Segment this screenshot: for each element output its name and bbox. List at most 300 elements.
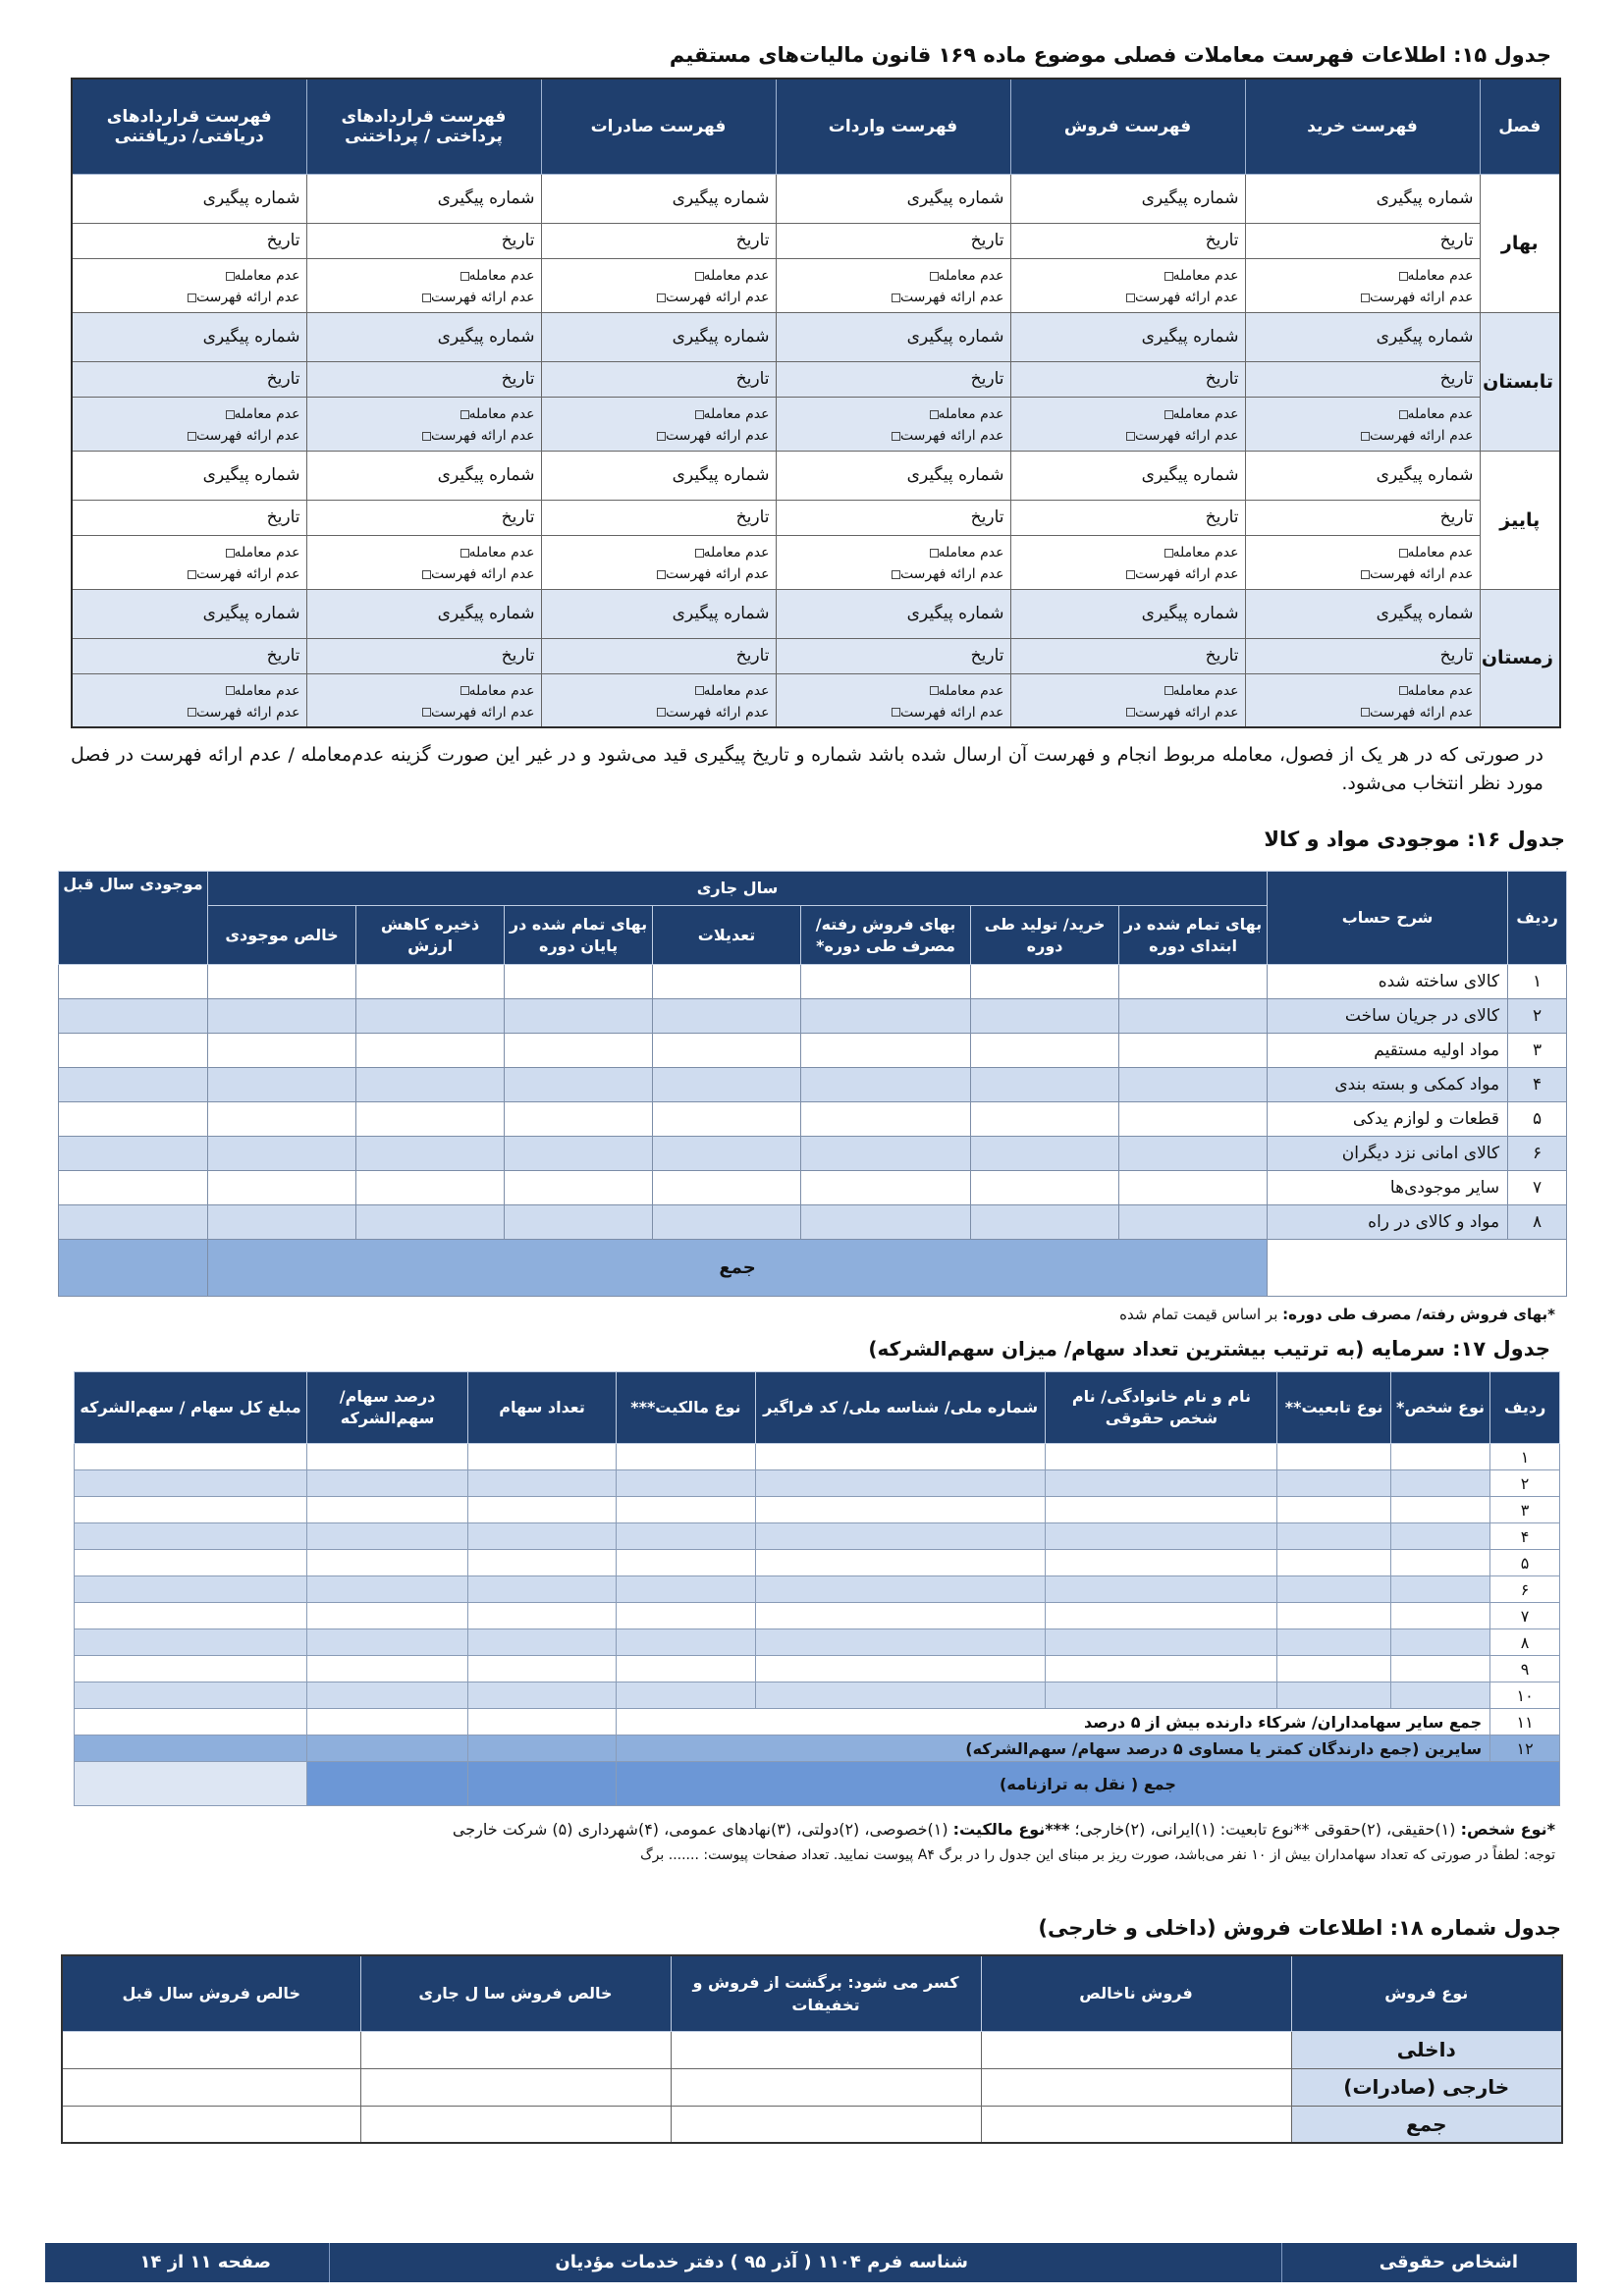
shareholder-field[interactable] (1390, 1656, 1489, 1682)
shareholder-field[interactable] (1046, 1470, 1277, 1497)
checkbox-square[interactable] (1126, 708, 1135, 717)
no-transaction-checkbox[interactable] (313, 265, 535, 287)
checkbox-square[interactable] (892, 294, 900, 302)
date-field[interactable]: تاریخ (1010, 361, 1245, 397)
shareholder-field[interactable] (1277, 1603, 1390, 1629)
no-transaction-checkbox[interactable] (79, 403, 300, 425)
date-field[interactable]: تاریخ (72, 223, 306, 258)
checkbox-square[interactable] (226, 686, 235, 695)
tracking-number-field[interactable]: شماره پیگیری (776, 312, 1010, 361)
checkbox-square[interactable] (657, 432, 666, 441)
checkbox-square[interactable] (695, 272, 704, 281)
no-transaction-checkbox[interactable] (79, 680, 300, 702)
inventory-value-field[interactable] (1119, 1034, 1268, 1068)
checkbox-square[interactable] (226, 549, 235, 558)
shareholder-field[interactable] (1277, 1550, 1390, 1576)
date-field[interactable]: تاریخ (541, 361, 776, 397)
shareholder-field[interactable] (75, 1735, 307, 1762)
shareholder-field[interactable] (617, 1603, 756, 1629)
inventory-value-field[interactable] (356, 1068, 505, 1102)
inventory-value-field[interactable] (653, 1171, 801, 1205)
no-list-checkbox[interactable] (1252, 563, 1474, 585)
inventory-value-field[interactable] (971, 1205, 1119, 1240)
no-list-checkbox[interactable] (79, 702, 300, 723)
shareholder-field[interactable] (1390, 1523, 1489, 1550)
shareholder-field[interactable] (75, 1682, 307, 1709)
inventory-value-field[interactable] (971, 1171, 1119, 1205)
shareholder-field[interactable] (755, 1550, 1046, 1576)
no-list-checkbox[interactable] (548, 287, 770, 308)
tracking-number-field[interactable]: شماره پیگیری (1010, 174, 1245, 223)
inventory-value-field[interactable] (801, 1205, 971, 1240)
checkbox-square[interactable] (930, 410, 939, 419)
inventory-value-field[interactable] (59, 999, 208, 1034)
inventory-value-field[interactable] (59, 1034, 208, 1068)
shareholder-field[interactable] (755, 1470, 1046, 1497)
no-transaction-checkbox[interactable] (1252, 265, 1474, 287)
checkbox-square[interactable] (460, 549, 469, 558)
sales-value-field[interactable] (360, 2068, 671, 2106)
shareholder-field[interactable] (755, 1603, 1046, 1629)
sales-value-field[interactable] (981, 2031, 1291, 2068)
shareholder-field[interactable] (307, 1470, 468, 1497)
inventory-value-field[interactable] (208, 965, 356, 999)
shareholder-field[interactable] (307, 1735, 468, 1762)
no-list-checkbox[interactable] (1252, 425, 1474, 447)
checkbox-square[interactable] (460, 272, 469, 281)
table16-sum-cell[interactable] (59, 1240, 208, 1297)
inventory-value-field[interactable] (1119, 999, 1268, 1034)
checkbox-square[interactable] (1164, 272, 1173, 281)
shareholder-field[interactable] (1046, 1682, 1277, 1709)
shareholder-field[interactable] (307, 1444, 468, 1470)
tracking-number-field[interactable]: شماره پیگیری (306, 174, 541, 223)
shareholder-field[interactable] (1277, 1682, 1390, 1709)
shareholder-field[interactable] (1046, 1629, 1277, 1656)
inventory-value-field[interactable] (971, 1102, 1119, 1137)
no-transaction-checkbox[interactable] (79, 542, 300, 563)
inventory-value-field[interactable] (356, 1205, 505, 1240)
shareholder-field[interactable] (75, 1550, 307, 1576)
no-list-checkbox[interactable] (783, 563, 1004, 585)
no-list-checkbox[interactable] (79, 287, 300, 308)
shareholder-field[interactable] (307, 1576, 468, 1603)
checkbox-square[interactable] (657, 708, 666, 717)
sales-value-field[interactable] (671, 2106, 981, 2143)
date-field[interactable]: تاریخ (1245, 223, 1480, 258)
inventory-value-field[interactable] (356, 1034, 505, 1068)
checkbox-square[interactable] (657, 294, 666, 302)
shareholder-field[interactable] (1390, 1603, 1489, 1629)
tracking-number-field[interactable]: شماره پیگیری (1010, 451, 1245, 500)
tracking-number-field[interactable]: شماره پیگیری (72, 174, 306, 223)
shareholder-field[interactable] (755, 1682, 1046, 1709)
shareholder-field[interactable] (755, 1444, 1046, 1470)
no-transaction-checkbox[interactable] (783, 265, 1004, 287)
no-transaction-checkbox[interactable] (1252, 542, 1474, 563)
shareholder-field[interactable] (468, 1523, 617, 1550)
no-transaction-checkbox[interactable] (1252, 403, 1474, 425)
checkbox-square[interactable] (188, 708, 196, 717)
checkbox-square[interactable] (460, 410, 469, 419)
no-transaction-checkbox[interactable] (313, 680, 535, 702)
no-list-checkbox[interactable] (313, 287, 535, 308)
shareholder-field[interactable] (1046, 1444, 1277, 1470)
shareholder-field[interactable] (1390, 1444, 1489, 1470)
sales-value-field[interactable] (62, 2031, 360, 2068)
inventory-value-field[interactable] (1119, 1171, 1268, 1205)
shareholder-field[interactable] (755, 1523, 1046, 1550)
shareholder-field[interactable] (468, 1735, 617, 1762)
sum-amount-field[interactable] (75, 1762, 307, 1806)
shareholder-field[interactable] (1046, 1576, 1277, 1603)
shareholder-field[interactable] (307, 1497, 468, 1523)
inventory-value-field[interactable] (801, 1102, 971, 1137)
date-field[interactable]: تاریخ (72, 361, 306, 397)
inventory-value-field[interactable] (505, 999, 653, 1034)
no-transaction-checkbox[interactable] (313, 403, 535, 425)
inventory-value-field[interactable] (208, 1205, 356, 1240)
shareholder-field[interactable] (1390, 1470, 1489, 1497)
inventory-value-field[interactable] (356, 1102, 505, 1137)
inventory-value-field[interactable] (653, 1137, 801, 1171)
inventory-value-field[interactable] (356, 965, 505, 999)
sales-value-field[interactable] (981, 2106, 1291, 2143)
checkbox-square[interactable] (695, 686, 704, 695)
shareholder-field[interactable] (75, 1656, 307, 1682)
shareholder-field[interactable] (307, 1709, 468, 1735)
date-field[interactable]: تاریخ (1245, 361, 1480, 397)
no-transaction-checkbox[interactable] (1017, 680, 1239, 702)
inventory-value-field[interactable] (208, 1068, 356, 1102)
shareholder-field[interactable] (617, 1682, 756, 1709)
no-list-checkbox[interactable] (548, 425, 770, 447)
inventory-value-field[interactable] (971, 965, 1119, 999)
date-field[interactable]: تاریخ (776, 500, 1010, 535)
no-list-checkbox[interactable] (548, 702, 770, 723)
checkbox-square[interactable] (1361, 708, 1370, 717)
inventory-value-field[interactable] (208, 1102, 356, 1137)
inventory-value-field[interactable] (59, 1171, 208, 1205)
tracking-number-field[interactable]: شماره پیگیری (306, 451, 541, 500)
checkbox-square[interactable] (1361, 432, 1370, 441)
tracking-number-field[interactable]: شماره پیگیری (306, 312, 541, 361)
date-field[interactable]: تاریخ (306, 638, 541, 673)
inventory-value-field[interactable] (356, 1171, 505, 1205)
shareholder-field[interactable] (468, 1709, 617, 1735)
checkbox-square[interactable] (188, 570, 196, 579)
tracking-number-field[interactable]: شماره پیگیری (541, 312, 776, 361)
shareholder-field[interactable] (1277, 1497, 1390, 1523)
inventory-value-field[interactable] (505, 1137, 653, 1171)
date-field[interactable]: تاریخ (72, 638, 306, 673)
date-field[interactable]: تاریخ (776, 223, 1010, 258)
inventory-value-field[interactable] (1119, 1137, 1268, 1171)
tracking-number-field[interactable]: شماره پیگیری (776, 174, 1010, 223)
checkbox-square[interactable] (892, 570, 900, 579)
inventory-value-field[interactable] (801, 1171, 971, 1205)
inventory-value-field[interactable] (505, 1171, 653, 1205)
sales-value-field[interactable] (671, 2068, 981, 2106)
checkbox-square[interactable] (930, 272, 939, 281)
shareholder-field[interactable] (307, 1682, 468, 1709)
checkbox-square[interactable] (1126, 294, 1135, 302)
shareholder-field[interactable] (1390, 1576, 1489, 1603)
checkbox-square[interactable] (892, 708, 900, 717)
checkbox-square[interactable] (1399, 686, 1408, 695)
no-list-checkbox[interactable] (1252, 287, 1474, 308)
inventory-value-field[interactable] (356, 1137, 505, 1171)
checkbox-square[interactable] (188, 432, 196, 441)
tracking-number-field[interactable]: شماره پیگیری (1245, 174, 1480, 223)
shareholder-field[interactable] (468, 1470, 617, 1497)
shareholder-field[interactable] (75, 1497, 307, 1523)
tracking-number-field[interactable]: شماره پیگیری (72, 589, 306, 638)
shareholder-field[interactable] (75, 1629, 307, 1656)
tracking-number-field[interactable]: شماره پیگیری (306, 589, 541, 638)
tracking-number-field[interactable]: شماره پیگیری (72, 451, 306, 500)
shareholder-field[interactable] (1277, 1576, 1390, 1603)
shareholder-field[interactable] (468, 1497, 617, 1523)
shareholder-field[interactable] (307, 1603, 468, 1629)
shareholder-field[interactable] (617, 1497, 756, 1523)
shareholder-field[interactable] (1390, 1629, 1489, 1656)
date-field[interactable]: تاریخ (541, 223, 776, 258)
checkbox-square[interactable] (422, 708, 431, 717)
sales-value-field[interactable] (62, 2068, 360, 2106)
inventory-value-field[interactable] (59, 1205, 208, 1240)
inventory-value-field[interactable] (971, 1068, 1119, 1102)
no-list-checkbox[interactable] (313, 425, 535, 447)
inventory-value-field[interactable] (653, 1034, 801, 1068)
shareholder-field[interactable] (617, 1550, 756, 1576)
shareholder-field[interactable] (755, 1576, 1046, 1603)
inventory-value-field[interactable] (1119, 1068, 1268, 1102)
no-list-checkbox[interactable] (79, 563, 300, 585)
checkbox-square[interactable] (1126, 432, 1135, 441)
shareholder-field[interactable] (468, 1603, 617, 1629)
no-transaction-checkbox[interactable] (1017, 542, 1239, 563)
date-field[interactable]: تاریخ (306, 361, 541, 397)
shareholder-field[interactable] (1046, 1523, 1277, 1550)
shareholder-field[interactable] (1277, 1470, 1390, 1497)
shareholder-field[interactable] (617, 1444, 756, 1470)
shareholder-field[interactable] (1277, 1444, 1390, 1470)
no-transaction-checkbox[interactable] (783, 403, 1004, 425)
shareholder-field[interactable] (468, 1629, 617, 1656)
checkbox-square[interactable] (1361, 294, 1370, 302)
no-list-checkbox[interactable] (783, 425, 1004, 447)
date-field[interactable]: تاریخ (1010, 500, 1245, 535)
checkbox-square[interactable] (930, 686, 939, 695)
shareholder-field[interactable] (75, 1576, 307, 1603)
checkbox-square[interactable] (422, 570, 431, 579)
no-transaction-checkbox[interactable] (548, 680, 770, 702)
shareholder-field[interactable] (617, 1523, 756, 1550)
checkbox-square[interactable] (1399, 410, 1408, 419)
inventory-value-field[interactable] (1119, 965, 1268, 999)
shareholder-field[interactable] (468, 1656, 617, 1682)
inventory-value-field[interactable] (59, 1102, 208, 1137)
inventory-value-field[interactable] (653, 965, 801, 999)
sum-shares-field[interactable] (468, 1762, 617, 1806)
shareholder-field[interactable] (1277, 1656, 1390, 1682)
tracking-number-field[interactable]: شماره پیگیری (1245, 312, 1480, 361)
shareholder-field[interactable] (755, 1656, 1046, 1682)
no-transaction-checkbox[interactable] (1017, 403, 1239, 425)
shareholder-field[interactable] (1046, 1497, 1277, 1523)
inventory-value-field[interactable] (653, 1068, 801, 1102)
date-field[interactable]: تاریخ (72, 500, 306, 535)
checkbox-square[interactable] (695, 549, 704, 558)
inventory-value-field[interactable] (59, 1068, 208, 1102)
shareholder-field[interactable] (75, 1470, 307, 1497)
inventory-value-field[interactable] (971, 1034, 1119, 1068)
shareholder-field[interactable] (468, 1444, 617, 1470)
inventory-value-field[interactable] (1119, 1102, 1268, 1137)
no-list-checkbox[interactable] (548, 563, 770, 585)
inventory-value-field[interactable] (801, 965, 971, 999)
checkbox-square[interactable] (930, 549, 939, 558)
no-list-checkbox[interactable] (313, 702, 535, 723)
inventory-value-field[interactable] (208, 1171, 356, 1205)
shareholder-field[interactable] (75, 1444, 307, 1470)
checkbox-square[interactable] (892, 432, 900, 441)
tracking-number-field[interactable]: شماره پیگیری (541, 174, 776, 223)
checkbox-square[interactable] (695, 410, 704, 419)
shareholder-field[interactable] (1046, 1656, 1277, 1682)
sales-value-field[interactable] (360, 2031, 671, 2068)
checkbox-square[interactable] (1361, 570, 1370, 579)
sales-value-field[interactable] (981, 2068, 1291, 2106)
inventory-value-field[interactable] (356, 999, 505, 1034)
tracking-number-field[interactable]: شماره پیگیری (541, 451, 776, 500)
shareholder-field[interactable] (617, 1656, 756, 1682)
tracking-number-field[interactable]: شماره پیگیری (541, 589, 776, 638)
inventory-value-field[interactable] (59, 965, 208, 999)
tracking-number-field[interactable]: شماره پیگیری (1245, 451, 1480, 500)
date-field[interactable]: تاریخ (1245, 638, 1480, 673)
shareholder-field[interactable] (1277, 1523, 1390, 1550)
no-transaction-checkbox[interactable] (783, 542, 1004, 563)
no-list-checkbox[interactable] (1017, 425, 1239, 447)
tracking-number-field[interactable]: شماره پیگیری (776, 451, 1010, 500)
no-transaction-checkbox[interactable] (548, 265, 770, 287)
shareholder-field[interactable] (468, 1550, 617, 1576)
inventory-value-field[interactable] (1119, 1205, 1268, 1240)
no-list-checkbox[interactable] (1017, 287, 1239, 308)
inventory-value-field[interactable] (653, 1102, 801, 1137)
date-field[interactable]: تاریخ (1010, 223, 1245, 258)
inventory-value-field[interactable] (801, 1137, 971, 1171)
no-transaction-checkbox[interactable] (783, 680, 1004, 702)
inventory-value-field[interactable] (971, 1137, 1119, 1171)
no-list-checkbox[interactable] (783, 287, 1004, 308)
no-list-checkbox[interactable] (313, 563, 535, 585)
checkbox-square[interactable] (422, 294, 431, 302)
date-field[interactable]: تاریخ (1245, 500, 1480, 535)
no-list-checkbox[interactable] (1017, 702, 1239, 723)
checkbox-square[interactable] (188, 294, 196, 302)
inventory-value-field[interactable] (971, 999, 1119, 1034)
shareholder-field[interactable] (307, 1656, 468, 1682)
sales-value-field[interactable] (360, 2106, 671, 2143)
checkbox-square[interactable] (1126, 570, 1135, 579)
shareholder-field[interactable] (1390, 1682, 1489, 1709)
tracking-number-field[interactable]: شماره پیگیری (1010, 589, 1245, 638)
shareholder-field[interactable] (1046, 1550, 1277, 1576)
date-field[interactable]: تاریخ (776, 361, 1010, 397)
sales-value-field[interactable] (62, 2106, 360, 2143)
checkbox-square[interactable] (460, 686, 469, 695)
sales-value-field[interactable] (671, 2031, 981, 2068)
inventory-value-field[interactable] (801, 1034, 971, 1068)
inventory-value-field[interactable] (653, 1205, 801, 1240)
shareholder-field[interactable] (755, 1629, 1046, 1656)
inventory-value-field[interactable] (505, 965, 653, 999)
shareholder-field[interactable] (617, 1576, 756, 1603)
date-field[interactable]: تاریخ (776, 638, 1010, 673)
no-transaction-checkbox[interactable] (548, 403, 770, 425)
inventory-value-field[interactable] (653, 999, 801, 1034)
inventory-value-field[interactable] (801, 1068, 971, 1102)
no-list-checkbox[interactable] (1017, 563, 1239, 585)
shareholder-field[interactable] (75, 1709, 307, 1735)
checkbox-square[interactable] (1164, 549, 1173, 558)
inventory-value-field[interactable] (59, 1137, 208, 1171)
checkbox-square[interactable] (1164, 410, 1173, 419)
no-transaction-checkbox[interactable] (1017, 265, 1239, 287)
checkbox-square[interactable] (1164, 686, 1173, 695)
date-field[interactable]: تاریخ (306, 223, 541, 258)
checkbox-square[interactable] (226, 272, 235, 281)
no-transaction-checkbox[interactable] (548, 542, 770, 563)
inventory-value-field[interactable] (208, 999, 356, 1034)
checkbox-square[interactable] (1399, 272, 1408, 281)
shareholder-field[interactable] (75, 1603, 307, 1629)
date-field[interactable]: تاریخ (1010, 638, 1245, 673)
date-field[interactable]: تاریخ (541, 638, 776, 673)
tracking-number-field[interactable]: شماره پیگیری (1010, 312, 1245, 361)
inventory-value-field[interactable] (801, 999, 971, 1034)
checkbox-square[interactable] (657, 570, 666, 579)
no-transaction-checkbox[interactable] (1252, 680, 1474, 702)
no-transaction-checkbox[interactable] (313, 542, 535, 563)
shareholder-field[interactable] (307, 1550, 468, 1576)
no-list-checkbox[interactable] (79, 425, 300, 447)
tracking-number-field[interactable]: شماره پیگیری (1245, 589, 1480, 638)
no-list-checkbox[interactable] (783, 702, 1004, 723)
shareholder-field[interactable] (755, 1497, 1046, 1523)
shareholder-field[interactable] (617, 1470, 756, 1497)
checkbox-square[interactable] (422, 432, 431, 441)
inventory-value-field[interactable] (505, 1205, 653, 1240)
shareholder-field[interactable] (1390, 1497, 1489, 1523)
sum-percent-field[interactable] (307, 1762, 468, 1806)
shareholder-field[interactable] (617, 1629, 756, 1656)
tracking-number-field[interactable]: شماره پیگیری (72, 312, 306, 361)
date-field[interactable]: تاریخ (306, 500, 541, 535)
date-field[interactable]: تاریخ (541, 500, 776, 535)
tracking-number-field[interactable]: شماره پیگیری (776, 589, 1010, 638)
shareholder-field[interactable] (307, 1629, 468, 1656)
shareholder-field[interactable] (1046, 1603, 1277, 1629)
no-transaction-checkbox[interactable] (79, 265, 300, 287)
shareholder-field[interactable] (1277, 1629, 1390, 1656)
inventory-value-field[interactable] (505, 1102, 653, 1137)
shareholder-field[interactable] (307, 1523, 468, 1550)
inventory-value-field[interactable] (208, 1034, 356, 1068)
